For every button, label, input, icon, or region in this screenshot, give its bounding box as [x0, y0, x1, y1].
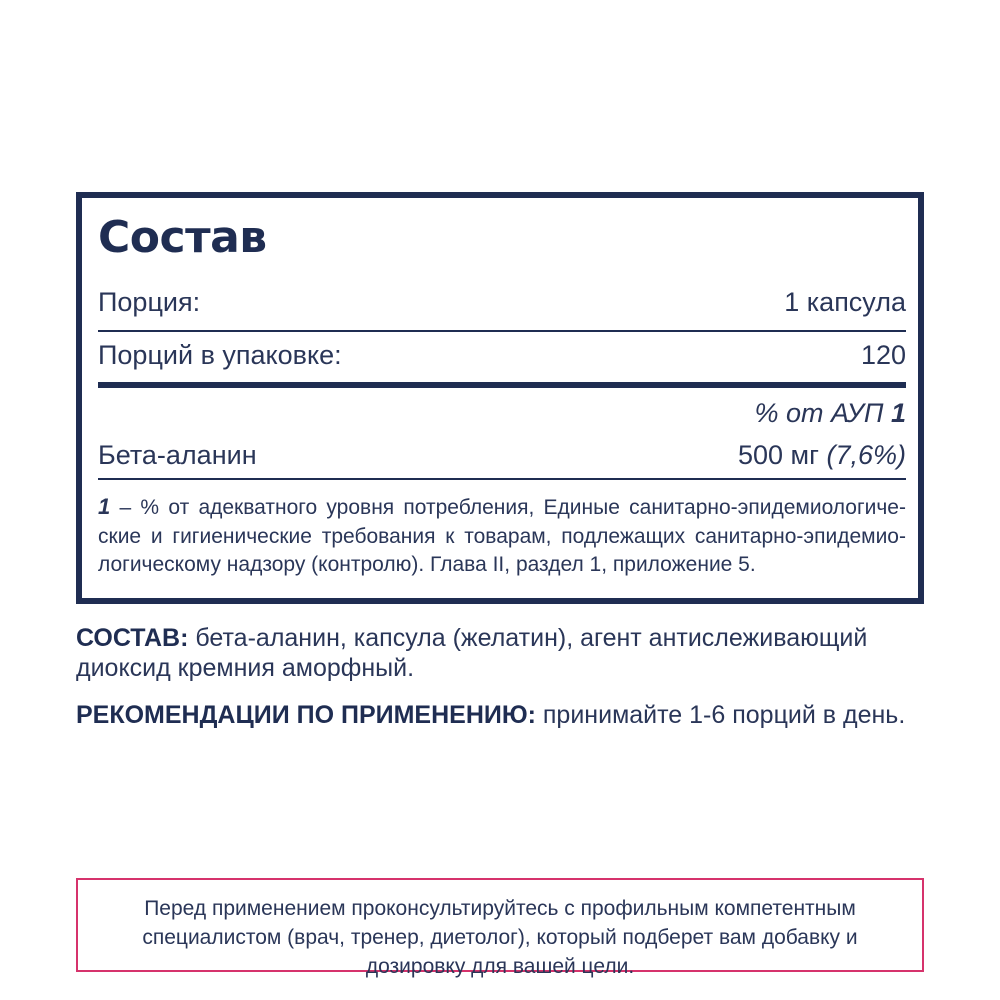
recommendations-label: РЕКОМЕНДАЦИИ ПО ПРИМЕНЕНИЮ:	[76, 701, 536, 729]
composition-paragraph	[76, 623, 936, 683]
divider-thin	[98, 330, 906, 332]
footnote-text: – % от адекватного уровня потребления, Единые санитарно-эпидемиологические и гигиенические требования к товарам, подлежащих санитарно-эпидемиологическому надзору (контролю). Глава II, раздел 1, приложение 5.	[98, 496, 906, 576]
daily-value-header-label: % от АУП	[754, 398, 884, 428]
servings-per-container-label: Порций в упаковке:	[98, 340, 342, 370]
recommendations-text: принимайте 1-6 порций в день.	[535, 701, 906, 729]
ingredient-name: Бета-аланин	[98, 440, 257, 470]
warning-box	[76, 878, 924, 978]
footnote-reference: 1	[890, 398, 906, 428]
recommendations-paragraph	[76, 700, 956, 730]
ingredient-amount: 500 мг	[737, 440, 819, 470]
serving-size-label: Порция:	[98, 287, 201, 317]
ingredient-row	[98, 439, 906, 471]
ingredient-amount-group	[738, 439, 906, 471]
supplement-facts-panel	[76, 192, 924, 604]
composition-text: бета-аланин, капсула (желатин), агент антислеживающий диоксид кремния аморфный.	[76, 624, 868, 682]
daily-value-header	[755, 397, 907, 429]
divider-thin	[98, 478, 906, 480]
panel-title: Состав	[98, 212, 267, 263]
footnote	[98, 493, 906, 580]
serving-size-row	[98, 286, 906, 318]
ingredient-percent: (7,6%)	[826, 440, 906, 470]
composition-label: СОСТАВ:	[76, 624, 189, 652]
warning-text: Перед применением проконсультируйтесь с профильным компетентным специалистом (врач, тренер, диетолог), который подберет вам добавку и дозировку для вашей цели.	[142, 897, 858, 978]
serving-size-value: 1 капсула	[784, 287, 906, 317]
footnote-marker: 1	[98, 494, 111, 519]
divider-thick	[98, 382, 906, 388]
servings-per-container-value: 120	[860, 340, 906, 370]
servings-per-container-row	[98, 339, 906, 371]
